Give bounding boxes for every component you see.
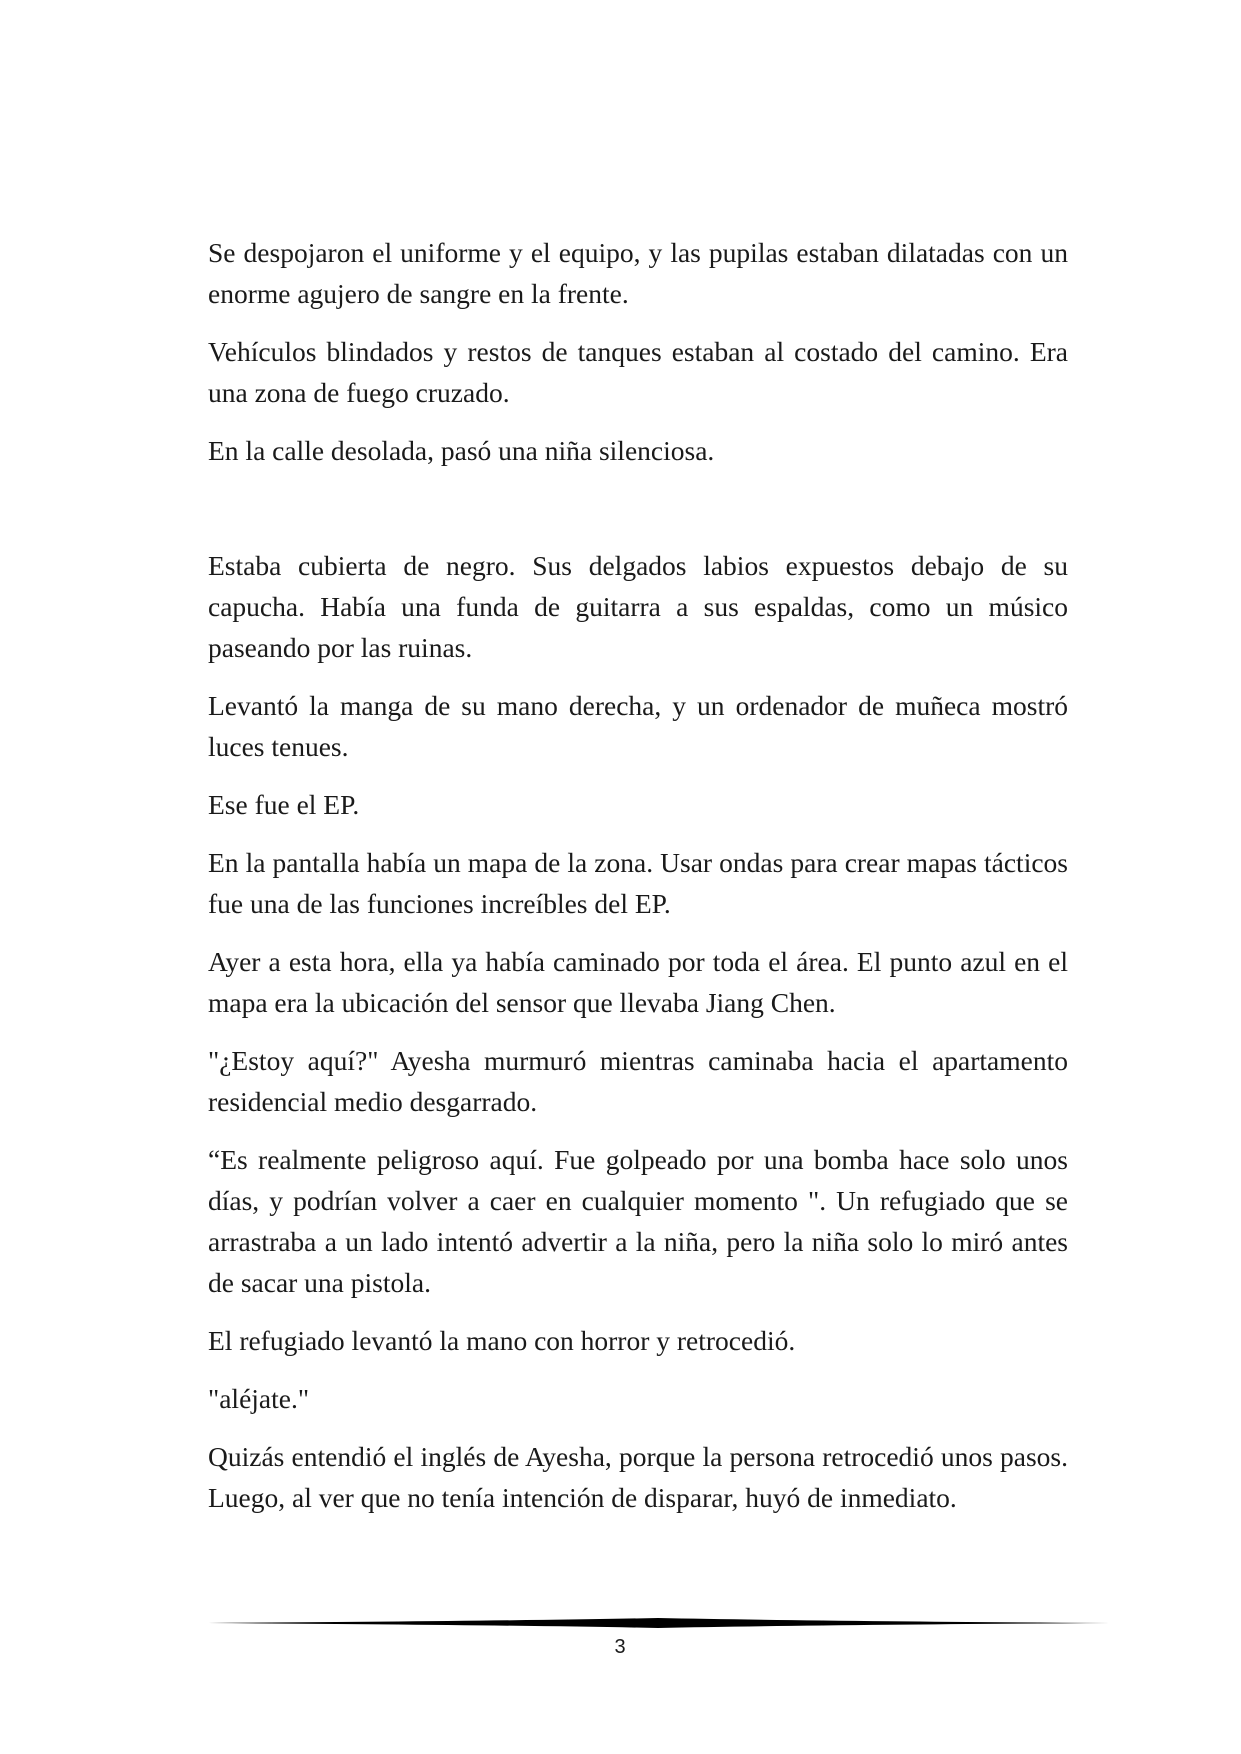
- footer-divider: [208, 1617, 1110, 1629]
- paragraph: El refugiado levantó la mano con horror y retrocedió.: [208, 1325, 796, 1356]
- paragraph: “Es realmente peligroso aquí. Fue golpeado por una bomba hace solo unos días, y podrían volver a caer en cualquier momento ". Un refugiado que se arrastraba a un lado intentó advertir a la niña, pero la niña solo lo miró antes de sacar una pistola.: [208, 1144, 1068, 1298]
- paragraph: En la pantalla había un mapa de la zona. Usar ondas para crear mapas tácticos fue una de las funciones increíbles del EP.: [208, 847, 1068, 919]
- paragraph: Quizás entendió el inglés de Ayesha, porque la persona retrocedió unos pasos. Luego, al ver que no tenía intención de disparar, huyó de inmediato.: [208, 1441, 1068, 1513]
- paragraph: "aléjate.": [208, 1383, 310, 1414]
- paragraph: Levantó la manga de su mano derecha, y un ordenador de muñeca mostró luces tenues.: [208, 690, 1068, 762]
- paragraph: En la calle desolada, pasó una niña silenciosa.: [208, 435, 715, 466]
- page-number: 3: [614, 1636, 626, 1658]
- paragraph: Vehículos blindados y restos de tanques estaban al costado del camino. Era una zona de fuego cruzado.: [208, 336, 1068, 408]
- paragraph: Se despojaron el uniforme y el equipo, y las pupilas estaban dilatadas con un enorme agujero de sangre en la frente.: [208, 237, 1068, 309]
- body-text: [208, 232, 1068, 1535]
- paragraph: Estaba cubierta de negro. Sus delgados labios expuestos debajo de su capucha. Había una funda de guitarra a sus espaldas, como un músico paseando por las ruinas.: [208, 550, 1068, 663]
- paragraph: Ese fue el EP.: [208, 789, 360, 820]
- paragraph: "¿Estoy aquí?" Ayesha murmuró mientras caminaba hacia el apartamento residencial medio desgarrado.: [208, 1045, 1068, 1117]
- paragraph: Ayer a esta hora, ella ya había caminado por toda el área. El punto azul en el mapa era la ubicación del sensor que llevaba Jiang Chen.: [208, 946, 1068, 1018]
